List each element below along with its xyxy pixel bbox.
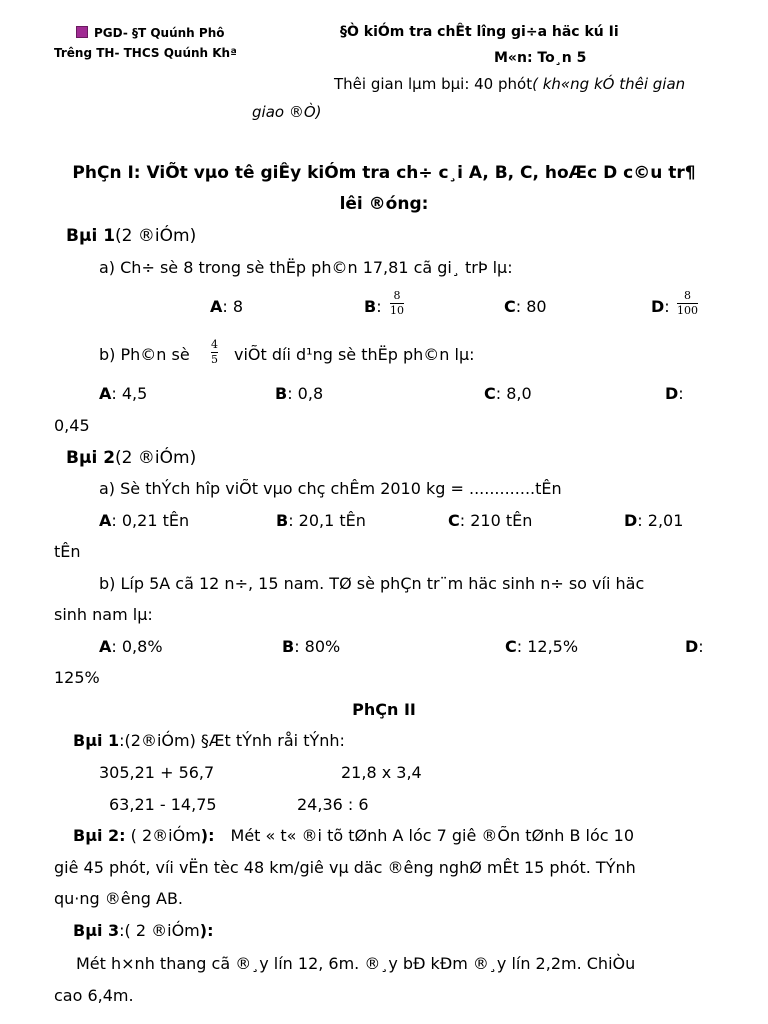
q1a-option-b [364, 297, 382, 316]
q2a-option-d-wrap: tÊn [54, 542, 81, 561]
p2-q3-points: :( 2 ®iÓm [119, 921, 200, 940]
option-letter: C [448, 511, 460, 530]
q2a-option-b [276, 511, 366, 530]
option-value: : 4,5 [111, 384, 148, 403]
option-letter: B [282, 637, 295, 656]
q2b-option-d-wrap: 125% [54, 668, 100, 687]
option-value: : [698, 637, 704, 656]
q2b-text-wrap: sinh nam lµ: [54, 605, 153, 624]
option-letter: A [99, 637, 112, 656]
option-letter: C [484, 384, 496, 403]
p2-q3-text-2: cao 6,4m. [54, 986, 134, 1005]
exam-title: §Ò kiÓm tra chÊt lîng gi÷a häc kú Ii [340, 24, 619, 40]
expression-1: 305,21 + 56,7 [99, 763, 215, 782]
part2-title: PhÇn II [352, 700, 416, 719]
q1b-option-c [484, 384, 532, 403]
part1-instruction-wrap: lêi ®óng: [339, 194, 429, 214]
option-value: : [664, 297, 670, 316]
p2-q2-close: ): [200, 826, 215, 845]
p2-q2-text-2: giê 45 phót, víi vËn tèc 48 km/giê vµ däc ®êng nghØ mÊt 15 phót. TÝnh [54, 858, 636, 877]
time-text: Thêi gian lµm bµi: 40 phót [334, 75, 533, 93]
p2-q1-heading [73, 731, 345, 750]
option-letter: A [210, 297, 223, 316]
expression-2: 21,8 x 3,4 [341, 763, 422, 782]
fraction-numerator: 4 [211, 338, 218, 351]
option-letter: B [364, 297, 377, 316]
fraction-denominator: 10 [390, 304, 404, 317]
q1b-option-d-wrap: 0,45 [54, 416, 90, 435]
subject-label: M«n: To¸n 5 [494, 50, 587, 66]
option-value: : 0,21 tÊn [111, 511, 190, 530]
fraction-denominator: 100 [677, 304, 698, 317]
q2b-option-a [99, 637, 163, 656]
option-letter: A [99, 384, 112, 403]
q2a-option-a [99, 511, 189, 530]
option-value: : 12,5% [516, 637, 579, 656]
q2a-option-c [448, 511, 532, 530]
part1-instruction: PhÇn I: ViÕt vµo tê giÊy kiÓm tra ch÷ c¸i A, B, C, hoÆc D c©u tr¶ [72, 163, 696, 183]
expression-3: 63,21 - 14,75 [109, 795, 217, 814]
q2-heading [66, 448, 196, 468]
q1-label: Bµi 1 [66, 226, 116, 246]
fraction-8-10 [390, 290, 404, 317]
p2-q2-text-3: qu·ng ®êng AB. [54, 889, 183, 908]
option-letter: D [685, 637, 699, 656]
q1a-option-d [651, 297, 670, 316]
option-value: : 0,8% [111, 637, 163, 656]
q1a-option-c [504, 297, 547, 316]
q2-points: (2 ®iÓm) [115, 448, 197, 468]
q2a-option-d [624, 511, 683, 530]
option-value: : 0,8 [287, 384, 324, 403]
option-letter: B [275, 384, 288, 403]
q1-heading [66, 226, 196, 246]
fraction-4-5 [211, 339, 218, 366]
fraction-denominator: 5 [211, 353, 218, 366]
p2-q2-text: Mét « t« ®i tõ tØnh A lóc 7 giê ®Õn tØnh B lóc 10 [230, 826, 634, 845]
q2-label: Bµi 2 [66, 448, 116, 468]
q1b-option-d [665, 384, 684, 403]
q1b-option-b [275, 384, 323, 403]
document-icon [76, 26, 88, 38]
option-value: : 8 [222, 297, 244, 316]
option-value: : 20,1 tÊn [288, 511, 366, 530]
p2-q3-close: ): [199, 921, 214, 940]
time-line [334, 75, 685, 93]
p2-q2-label: Bµi 2: [73, 826, 126, 845]
p2-q3-heading [73, 921, 213, 940]
fraction-numerator: 8 [684, 289, 691, 302]
option-letter: D [665, 384, 679, 403]
option-value: : [678, 384, 684, 403]
option-letter: A [99, 511, 112, 530]
expression-4: 24,36 : 6 [297, 795, 369, 814]
time-note-wrap: giao ®Ò) [252, 103, 322, 121]
option-letter: C [504, 297, 516, 316]
p2-q2-points: ( 2®iÓm [130, 826, 201, 845]
q2b-option-d [685, 637, 704, 656]
option-letter: D [651, 297, 665, 316]
option-value: : 2,01 [637, 511, 684, 530]
p2-q3-text-1: Mét h×nh thang cã ®¸y lín 12, 6m. ®¸y bÐ kÐm ®¸y lín 2,2m. ChiÒu [76, 954, 636, 973]
option-value: : 80 [515, 297, 547, 316]
department-text: PGD- §T Quúnh Phô [94, 26, 225, 40]
q1b-text-end: viÕt díi d¹ng sè thËp ph©n lµ: [234, 345, 475, 364]
p2-q1-points: :(2®iÓm) §Æt tÝnh råi tÝnh: [119, 731, 345, 750]
option-value: : 8,0 [495, 384, 532, 403]
p2-q1-label: Bµi 1 [73, 731, 120, 750]
department-label [76, 26, 224, 40]
q1a-option-a [210, 297, 243, 316]
option-letter: D [624, 511, 638, 530]
q2b-option-b [282, 637, 340, 656]
q2a-text: a) Sè thÝch hîp viÕt vµo chç chÊm 2010 kg = .............tÊn [99, 479, 562, 498]
q2b-text: b) Líp 5A cã 12 n÷, 15 nam. TØ sè phÇn tr¨m häc sinh n÷ so víi häc [99, 574, 645, 593]
fraction-8-100 [677, 290, 698, 317]
q1b-text-start: b) Ph©n sè [99, 345, 190, 364]
school-label: Trêng TH- THCS Quúnh Khª [54, 46, 237, 60]
q1-points: (2 ®iÓm) [115, 226, 197, 246]
q1b-option-a [99, 384, 147, 403]
option-letter: C [505, 637, 517, 656]
p2-q3-label: Bµi 3 [73, 921, 120, 940]
option-value: : 210 tÊn [459, 511, 533, 530]
fraction-numerator: 8 [393, 289, 401, 302]
option-value: : [376, 297, 382, 316]
q1a-text: a) Ch÷ sè 8 trong sè thËp ph©n 17,81 cã gi¸ trÞ lµ: [99, 258, 513, 277]
option-letter: B [276, 511, 289, 530]
p2-q2-heading [73, 826, 634, 845]
option-value: : 80% [294, 637, 341, 656]
time-note: ( kh«ng kÓ thêi gian [532, 75, 686, 93]
q2b-option-c [505, 637, 578, 656]
